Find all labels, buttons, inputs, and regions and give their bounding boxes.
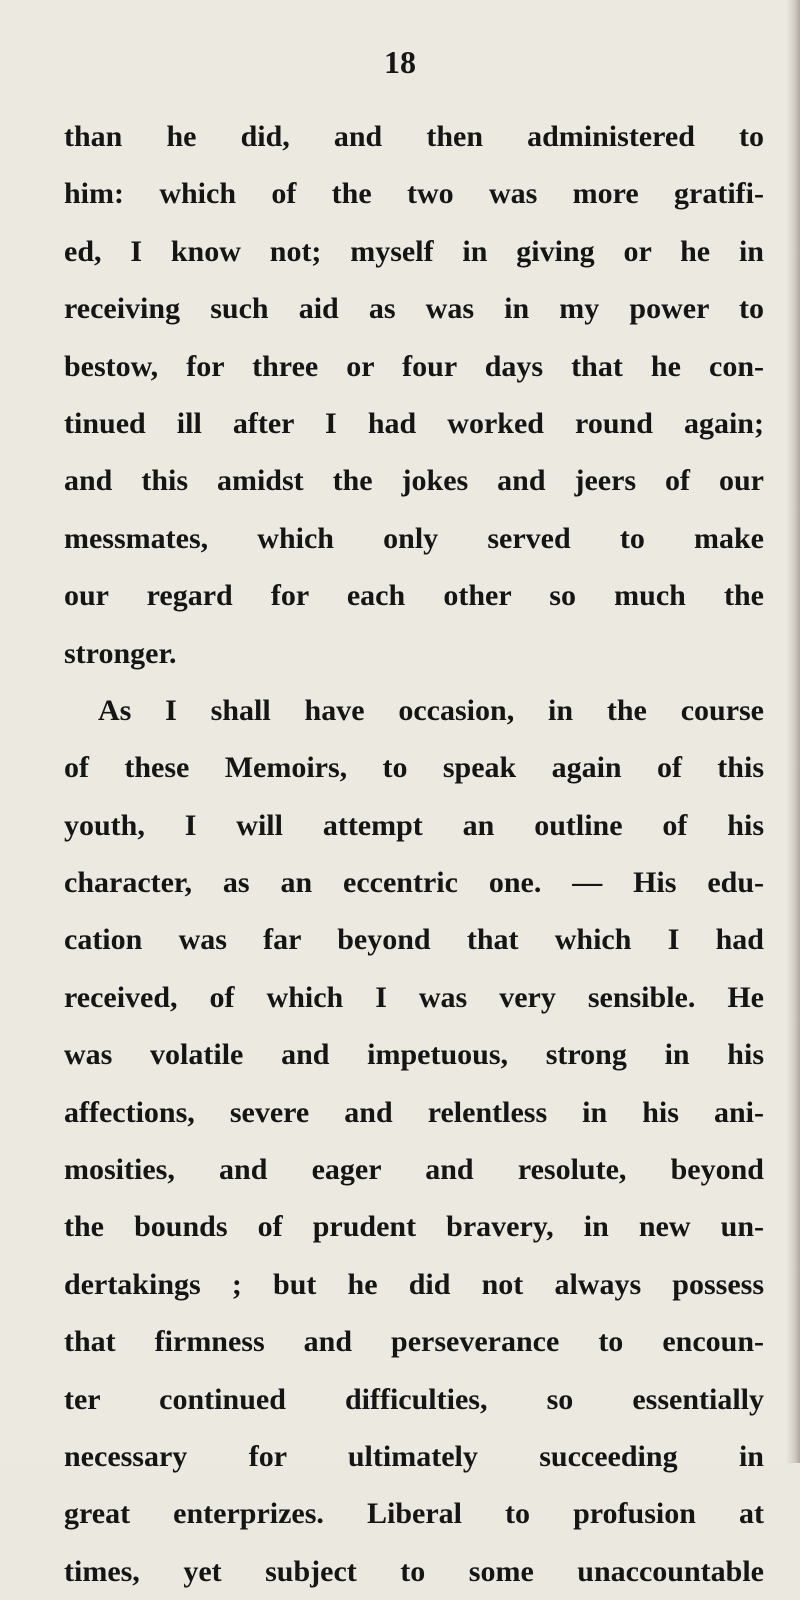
text-line: our regard for each other so much the	[64, 579, 764, 613]
text-line: and this amidst the jokes and jeers of our	[64, 464, 764, 498]
text-line: great enterprizes. Liberal to profusion at	[64, 1497, 764, 1531]
text-line: dertakings ; but he did not always possess	[64, 1267, 764, 1301]
text-line: necessary for ultimately succeeding in	[64, 1439, 764, 1473]
text-line: cation was far beyond that which I had	[64, 923, 764, 957]
text-line: youth, I will attempt an outline of his	[64, 808, 764, 842]
text-line: of these Memoirs, to speak again of this	[64, 751, 764, 785]
text-line: character, as an eccentric one. — His edu-	[64, 866, 764, 900]
paragraph-first-line: As I shall have occasion, in the course	[98, 693, 764, 727]
page-text-body	[64, 108, 764, 1600]
text-line: tinued ill after I had worked round again;	[64, 406, 764, 440]
text-line: receiving such aid as was in my power to	[64, 292, 764, 326]
text-line: the bounds of prudent bravery, in new un-	[64, 1210, 764, 1244]
text-line: stronger.	[64, 636, 177, 670]
text-line: times, yet subject to some unaccountable	[64, 1554, 764, 1588]
text-line: bestow, for three or four days that he con-	[64, 349, 764, 383]
text-line: messmates, which only served to make	[64, 521, 764, 555]
text-line: affections, severe and relentless in his ani-	[64, 1095, 764, 1129]
text-line: received, of which I was very sensible. He	[64, 980, 764, 1014]
text-line: that firmness and perseverance to encoun-	[64, 1325, 764, 1359]
page-edge-shadow	[786, 0, 800, 1463]
text-line: mosities, and eager and resolute, beyond	[64, 1153, 764, 1187]
text-line: ter continued difficulties, so essentially	[64, 1382, 764, 1416]
text-line: than he did, and then administered to	[64, 120, 764, 153]
text-line: ed, I know not; myself in giving or he in	[64, 234, 764, 268]
text-line: him: which of the two was more gratifi-	[64, 177, 764, 211]
text-line: was volatile and impetuous, strong in his	[64, 1038, 764, 1072]
page-number: 18	[384, 44, 416, 80]
